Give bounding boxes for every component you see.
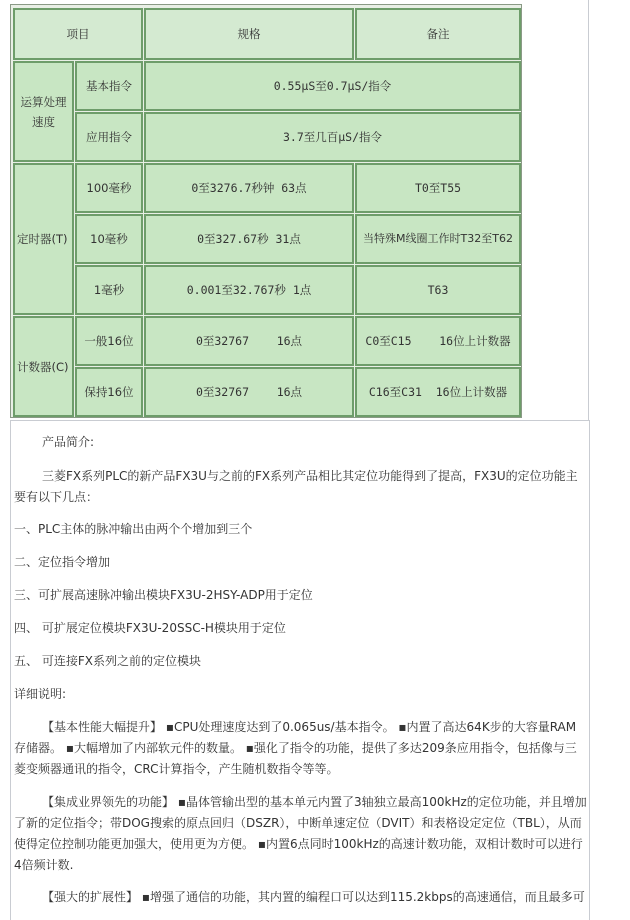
point-5: 五、 可连接FX系列之前的定位模块 xyxy=(14,654,201,668)
row-t100-label: 100毫秒 xyxy=(75,163,143,213)
point-2: 二、定位指令增加 xyxy=(14,555,111,569)
point-3: 三、可扩展高速脉冲输出模块FX3U-2HSY-ADP用于定位 xyxy=(14,588,313,602)
para-integrated-functions: 【集成业界领先的功能】 ▪晶体管输出型的基本单元内置了3轴独立最高100kHz的定位功能，并且增加了新的定位指令；带DOG搜索的原点回归（DSZR），中断单速定位（DVIT）和表格设定定位（TBL），从而使得定位控制功能更加强大，使用更为方便。 ▪内置6点同时100kHz的高速计数功能，双相计数时可以进行4倍频计数. xyxy=(14,795,587,872)
para-extensibility: 【强大的扩展性】 ▪增强了通信的功能，其内置的编程口可以达到115.2kbps的高速通信，而且最多可 xyxy=(42,890,585,904)
group-timer: 定时器(T) xyxy=(13,163,74,315)
row-applied-spec: 3.7至几百μS/指令 xyxy=(144,112,521,162)
intro-title: 产品简介: xyxy=(42,435,95,449)
product-article xyxy=(10,420,590,920)
row-t1-note: T63 xyxy=(355,265,521,315)
header-spec: 规格 xyxy=(144,8,354,60)
row-basic-spec: 0.55μS至0.7μS/指令 xyxy=(144,61,521,111)
row-t10-spec: 0至327.67秒 31点 xyxy=(144,214,354,264)
row-basic-label: 基本指令 xyxy=(75,61,143,111)
point-4: 四、 可扩展定位模块FX3U-20SSC-H模块用于定位 xyxy=(14,621,286,635)
row-t1-label: 1毫秒 xyxy=(75,265,143,315)
group-compute-speed: 运算处理速度 xyxy=(13,61,74,162)
page-divider xyxy=(588,0,589,420)
header-item: 项目 xyxy=(13,8,143,60)
row-t100-note: T0至T55 xyxy=(355,163,521,213)
row-t10-note: 当特殊M线圈工作时T32至T62 xyxy=(355,214,521,264)
detail-title: 详细说明: xyxy=(14,687,67,701)
group-counter: 计数器(C) xyxy=(13,316,74,417)
row-t10-label: 10毫秒 xyxy=(75,214,143,264)
row-c16-label: 一般16位 xyxy=(75,316,143,366)
row-k16-label: 保持16位 xyxy=(75,367,143,417)
intro-text: 三菱FX系列PLC的新产品FX3U与之前的FX系列产品相比其定位功能得到了提高，FX3U的定位功能主要有以下几点： xyxy=(14,469,578,504)
header-note: 备注 xyxy=(355,8,521,60)
row-c16-spec: 0至32767 16点 xyxy=(144,316,354,366)
spec-table xyxy=(10,4,522,418)
row-k16-spec: 0至32767 16点 xyxy=(144,367,354,417)
point-1: 一、PLC主体的脉冲输出由两个个增加到三个 xyxy=(14,522,253,536)
row-t100-spec: 0至3276.7秒钟 63点 xyxy=(144,163,354,213)
row-t1-spec: 0.001至32.767秒 1点 xyxy=(144,265,354,315)
row-applied-label: 应用指令 xyxy=(75,112,143,162)
row-k16-note: C16至C31 16位上计数器 xyxy=(355,367,521,417)
row-c16-note: C0至C15 16位上计数器 xyxy=(355,316,521,366)
para-basic-performance: 【基本性能大幅提升】 ▪CPU处理速度达到了0.065us/基本指令。 ▪内置了高达64K步的大容量RAM存储器。 ▪大幅增加了内部软元件的数量。 ▪强化了指令的功能，提供了多达209条应用指令，包括像与三菱变频器通讯的指令，CRC计算指令，产生随机数指令等等。 xyxy=(14,720,577,776)
